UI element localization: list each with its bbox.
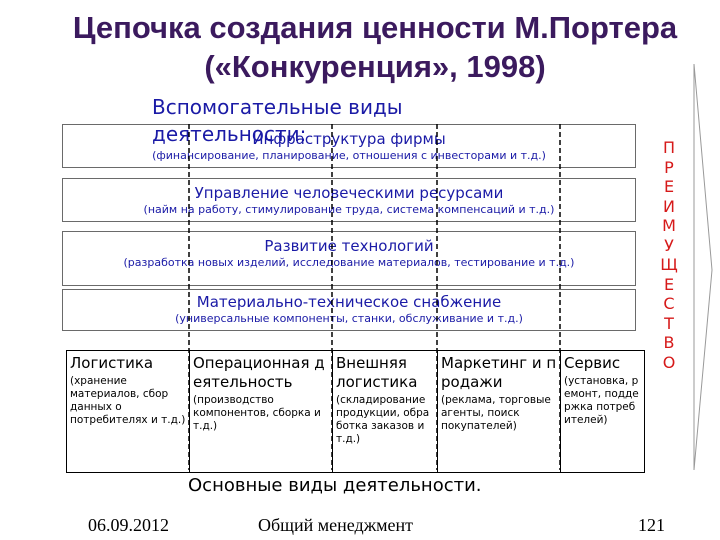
primary-activity-title: Внешняя логистика [336, 354, 418, 391]
support-activity-technology [62, 231, 636, 286]
primary-activity-title: Операционная деятельность [193, 354, 325, 391]
support-activity-title: Материально-техническое снабжение [196, 293, 502, 311]
primary-activity-title: Маркетинг и продажи [441, 354, 557, 391]
primary-activities-row [66, 350, 645, 473]
footer-date: 06.09.2012 [88, 515, 169, 535]
primary-activity-title: Сервис [564, 354, 621, 372]
primary-activity-operations [190, 351, 333, 472]
primary-activity-details: (хранение материалов, сбор данных о потребителях и т.д.) [70, 375, 186, 426]
margin-letter: П [662, 138, 676, 157]
margin-letter: Щ [660, 255, 678, 274]
margin-letter: И [663, 196, 675, 216]
margin-letter: М [662, 216, 676, 235]
support-activity-details: (универсальные компоненты, станки, обслуживание и т.д.) [175, 312, 523, 325]
primary-activity-marketing-sales [438, 351, 561, 472]
primary-activity-service [561, 351, 644, 472]
margin-letter: У [664, 235, 674, 255]
margin-letter: Р [664, 157, 674, 177]
margin-letter: Т [664, 313, 674, 333]
margin-letter: О [662, 352, 676, 372]
margin-word-vertical [658, 138, 680, 372]
margin-letter: Е [663, 274, 675, 294]
page-title [40, 8, 710, 86]
primary-activities-label: Основные виды деятельности. [188, 475, 482, 496]
support-activity-title: Управление человеческими ресурсами [194, 184, 504, 202]
support-activity-hr [62, 178, 636, 222]
margin-letter: В [663, 333, 675, 352]
primary-activity-details: (производство компонентов, сборка и т.д.) [193, 394, 321, 432]
support-activity-title: Инфраструктура фирмы [252, 130, 446, 148]
support-activity-details: (найм на работу, стимулирование труда, система компенсаций и т.д.) [143, 203, 555, 216]
title-line-2: («Конкуренция», 1998) [204, 49, 546, 84]
margin-letter: С [663, 294, 675, 313]
primary-activity-inbound-logistics [67, 351, 190, 472]
support-activity-procurement [62, 289, 636, 331]
primary-activity-outbound-logistics [333, 351, 438, 472]
primary-activity-details: (реклама, торговые агенты, поиск покупателей) [441, 394, 551, 432]
support-activities-heading: Вспомогательные виды деятельности: [152, 95, 403, 146]
support-activity-details: (разработка новых изделий, исследование материалов, тестирование и т.д.) [123, 256, 575, 269]
title-line-1: Цепочка создания ценности М.Портера [72, 10, 678, 45]
primary-activity-details: (складирование продукции, обработка заказов и т.д.) [336, 394, 430, 445]
footer-course: Общий менеджмент [258, 515, 414, 535]
primary-activity-title: Логистика [70, 354, 154, 372]
primary-activity-details: (установка, ремонт, поддержка потребителей) [564, 375, 639, 426]
footer-page-number: 121 [638, 515, 665, 535]
margin-letter: Е [663, 177, 675, 196]
support-activity-details: (финансирование, планирование, отношения с инвесторами и т.д.) [152, 149, 546, 162]
support-activity-title: Развитие технологий [264, 237, 434, 255]
